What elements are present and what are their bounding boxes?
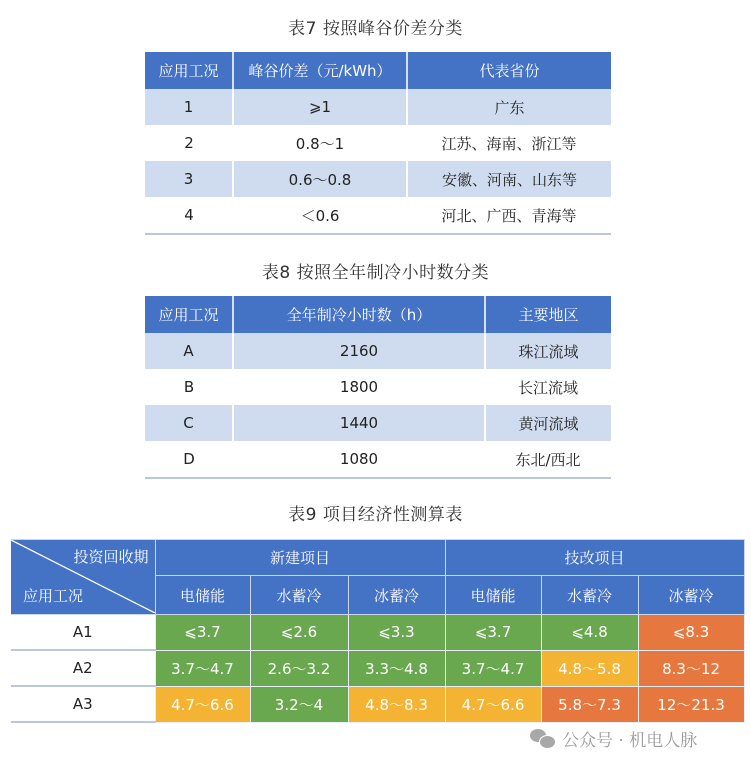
table7-cell: 江苏、海南、浙江等 bbox=[407, 125, 611, 161]
table8-cell: C bbox=[145, 405, 233, 441]
table7-cell: ⩾1 bbox=[233, 89, 407, 125]
table9-sub-header: 冰蓄冷 bbox=[638, 576, 744, 615]
row-label: A2 bbox=[11, 650, 155, 686]
payback-cell: ⩽2.6 bbox=[250, 615, 348, 651]
row-label: A3 bbox=[11, 686, 155, 722]
payback-cell: 3.2～4 bbox=[250, 686, 348, 722]
table7-cell: 0.6～0.8 bbox=[233, 161, 407, 197]
table7-cell: 3 bbox=[145, 161, 233, 197]
table7-header-price-diff: 峰谷价差（元/kWh） bbox=[233, 52, 407, 89]
payback-cell: ⩽4.8 bbox=[541, 615, 638, 651]
payback-cell: ⩽3.7 bbox=[445, 615, 541, 651]
payback-period-label: 投资回收期 bbox=[73, 548, 149, 566]
table-row bbox=[11, 686, 744, 722]
wechat-icon bbox=[530, 729, 556, 749]
payback-cell: 4.7～6.6 bbox=[445, 686, 541, 722]
table9-group-new: 新建项目 bbox=[155, 540, 445, 576]
table7-cell: 广东 bbox=[407, 89, 611, 125]
table7-cell: 4 bbox=[145, 197, 233, 234]
payback-cell: 4.7～6.6 bbox=[155, 686, 250, 722]
payback-cell: 3.7～4.7 bbox=[155, 650, 250, 686]
table-row bbox=[145, 441, 611, 478]
table-row bbox=[11, 650, 744, 686]
table8-cell: 长江流域 bbox=[485, 369, 611, 405]
table7-cell: 安徽、河南、山东等 bbox=[407, 161, 611, 197]
table7-cell: ＜0.6 bbox=[233, 197, 407, 234]
table9-sub-header: 电储能 bbox=[445, 576, 541, 615]
table7-cell: 2 bbox=[145, 125, 233, 161]
table7-caption: 表7 按照峰谷价差分类 bbox=[288, 19, 463, 39]
table8-cell: A bbox=[145, 333, 233, 369]
table9-sub-header: 水蓄冷 bbox=[250, 576, 348, 615]
watermark-text: 公众号 · 机电人脉 bbox=[562, 731, 698, 751]
table8-cell: B bbox=[145, 369, 233, 405]
payback-cell: 4.8～5.8 bbox=[541, 650, 638, 686]
table-row bbox=[145, 89, 611, 125]
table9-caption: 表9 项目经济性测算表 bbox=[288, 505, 463, 525]
payback-cell: ⩽8.3 bbox=[638, 615, 744, 651]
payback-cell: 4.8～8.3 bbox=[348, 686, 445, 722]
table-row bbox=[145, 405, 611, 441]
table7-header-condition: 应用工况 bbox=[145, 52, 233, 89]
table8-cell: 1800 bbox=[233, 369, 485, 405]
table7-cell: 河北、广西、青海等 bbox=[407, 197, 611, 234]
table8-header-condition: 应用工况 bbox=[145, 296, 233, 333]
table7-header-provinces: 代表省份 bbox=[407, 52, 611, 89]
watermark bbox=[530, 726, 697, 751]
table9-sub-header: 水蓄冷 bbox=[541, 576, 638, 615]
payback-cell: ⩽3.7 bbox=[155, 615, 250, 651]
table8-caption: 表8 按照全年制冷小时数分类 bbox=[261, 263, 490, 283]
payback-cell: 3.7～4.7 bbox=[445, 650, 541, 686]
table7-cell: 0.8～1 bbox=[233, 125, 407, 161]
table9-sub-header: 冰蓄冷 bbox=[348, 576, 445, 615]
table8-header-region: 主要地区 bbox=[485, 296, 611, 333]
table-row bbox=[145, 369, 611, 405]
table-row bbox=[145, 333, 611, 369]
payback-cell: ⩽3.3 bbox=[348, 615, 445, 651]
table-row bbox=[145, 125, 611, 161]
table8-cell: 东北/西北 bbox=[485, 441, 611, 478]
payback-cell: 5.8～7.3 bbox=[541, 686, 638, 722]
table8-cell: 1080 bbox=[233, 441, 485, 478]
table7 bbox=[145, 52, 611, 235]
payback-cell: 8.3～12 bbox=[638, 650, 744, 686]
table8-cell: D bbox=[145, 441, 233, 478]
table8-cell: 珠江流域 bbox=[485, 333, 611, 369]
table8-cell: 黄河流域 bbox=[485, 405, 611, 441]
table-row bbox=[11, 615, 744, 651]
row-label: A1 bbox=[11, 615, 155, 651]
table-row bbox=[145, 161, 611, 197]
table8-cell: 2160 bbox=[233, 333, 485, 369]
table9 bbox=[11, 539, 745, 723]
table8 bbox=[145, 296, 611, 479]
payback-cell: 2.6～3.2 bbox=[250, 650, 348, 686]
payback-cell: 12～21.3 bbox=[638, 686, 744, 722]
table9-group-retrofit: 技改项目 bbox=[445, 540, 744, 576]
table7-cell: 1 bbox=[145, 89, 233, 125]
table8-header-cooling-hours: 全年制冷小时数（h） bbox=[233, 296, 485, 333]
payback-cell: 3.3～4.8 bbox=[348, 650, 445, 686]
condition-label: 应用工况 bbox=[23, 587, 84, 605]
table-row bbox=[145, 197, 611, 234]
table9-sub-header: 电储能 bbox=[155, 576, 250, 615]
table9-corner-header bbox=[11, 540, 155, 615]
table8-cell: 1440 bbox=[233, 405, 485, 441]
